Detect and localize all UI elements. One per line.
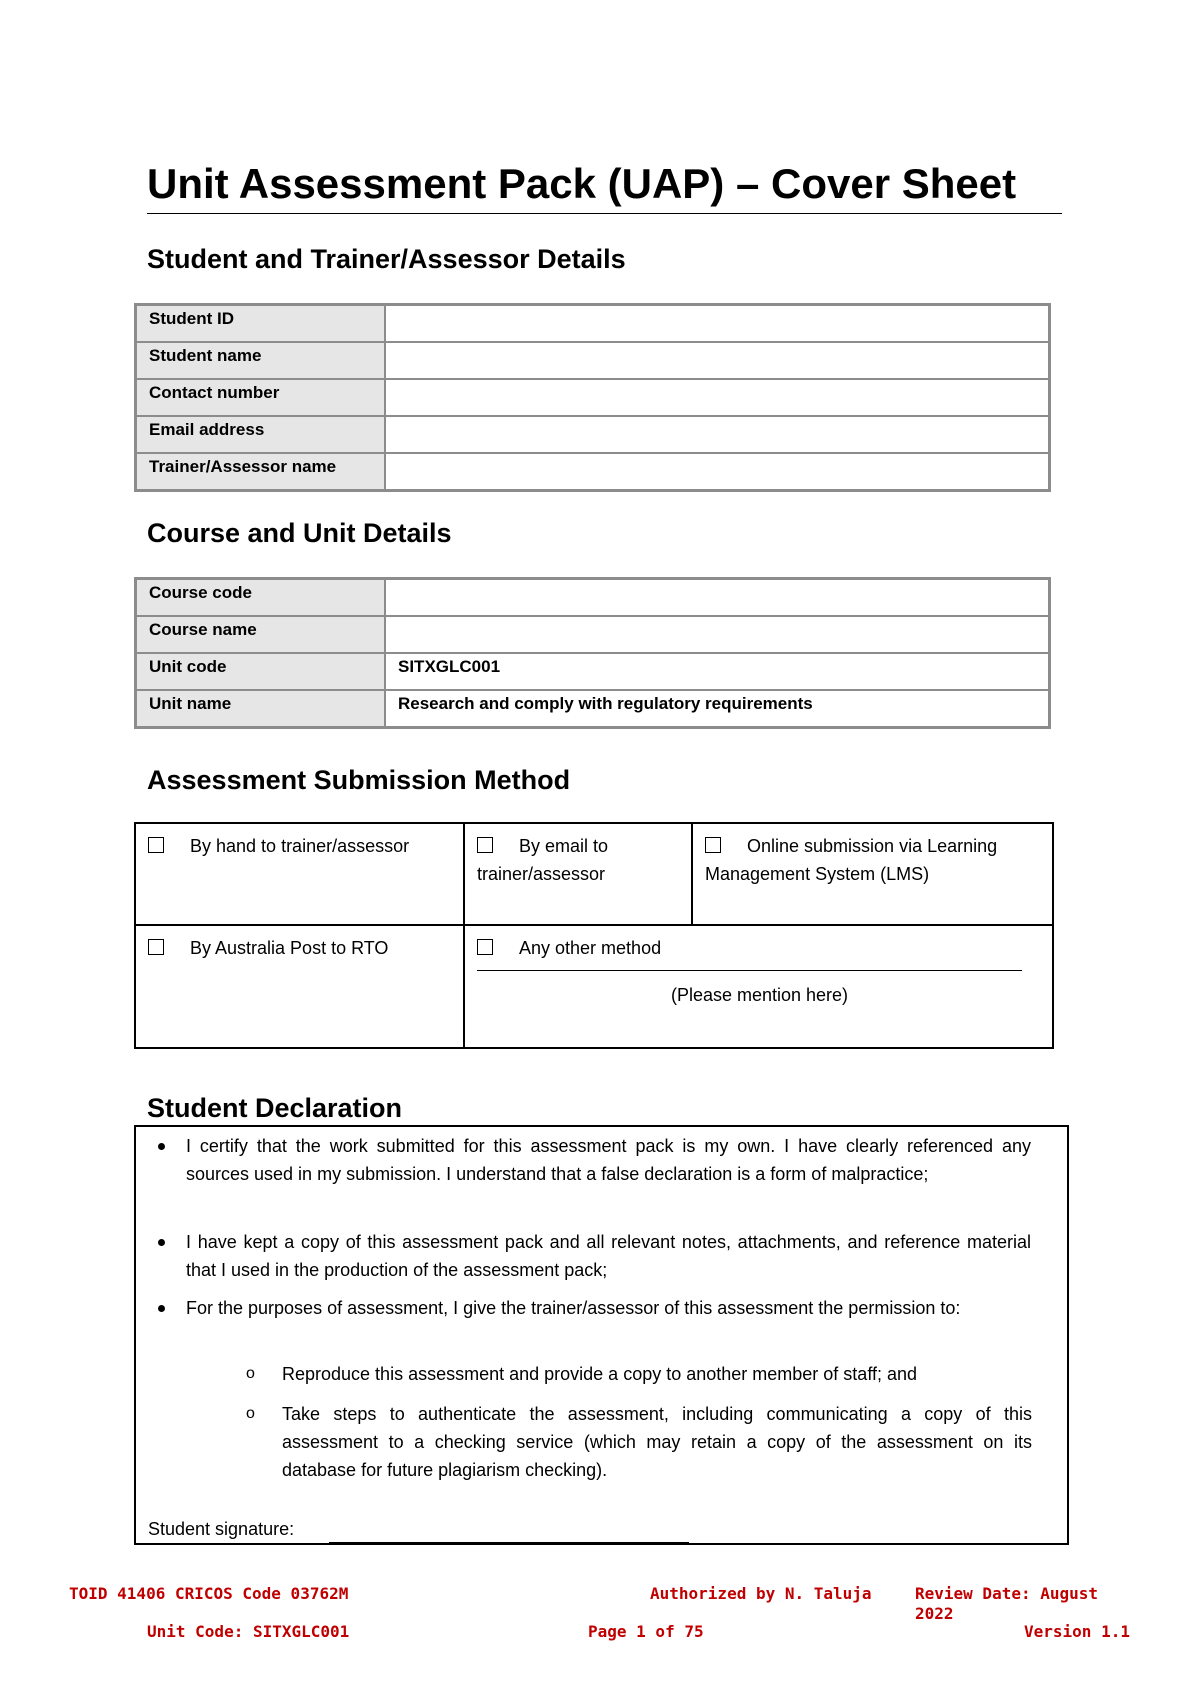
declaration-item-1: I certify that the work submitted for this assessment pack is my own. I have clearly referenced any sources used in my submission. I understand that a false declaration is a form of malpractice; [186, 1132, 1031, 1188]
method-by-hand-cell [135, 823, 464, 925]
signature-line[interactable] [329, 1542, 689, 1543]
section-heading-course-unit: Course and Unit Details [147, 518, 452, 548]
section-heading-declaration: Student Declaration [147, 1093, 403, 1123]
student-id-field[interactable] [385, 305, 1050, 343]
course-name-label: Course name [136, 616, 386, 653]
other-method-label: Any other method [519, 938, 662, 958]
online-checkbox[interactable] [705, 837, 721, 853]
course-code-label: Course code [136, 579, 386, 617]
trainer-name-label: Trainer/Assessor name [136, 453, 386, 491]
declaration-box [134, 1125, 1069, 1545]
other-method-hint: (Please mention here) [670, 985, 849, 1005]
unit-name-label: Unit name [136, 690, 386, 728]
table-row [136, 453, 1050, 491]
by-post-checkbox[interactable] [148, 939, 164, 955]
by-email-checkbox[interactable] [477, 837, 493, 853]
contact-number-field[interactable] [385, 379, 1050, 416]
declaration-item-3: For the purposes of assessment, I give the trainer/assessor of this assessment the permission to: [186, 1294, 1031, 1322]
by-hand-label: By hand to trainer/assessor [190, 836, 410, 856]
footer-review-date-line1: Review Date: August [915, 1584, 1099, 1603]
trainer-name-field[interactable] [385, 453, 1050, 491]
footer-review-date-line2: 2022 [915, 1604, 954, 1623]
table-row [136, 305, 1050, 343]
unit-name-value: Research and comply with regulatory requirements [385, 690, 1050, 728]
method-other-cell [464, 925, 1053, 1048]
student-id-label: Student ID [136, 305, 386, 343]
student-name-label: Student name [136, 342, 386, 379]
declaration-subitem-1 [246, 1360, 1032, 1388]
other-method-checkbox[interactable] [477, 939, 493, 955]
email-address-field[interactable] [385, 416, 1050, 453]
footer-authorized: Authorized by N. Taluja [650, 1584, 872, 1603]
method-by-post-cell [135, 925, 464, 1048]
method-online-cell [692, 823, 1053, 925]
title-underline [147, 213, 1062, 214]
online-label-line2: Management System (LMS) [705, 864, 930, 884]
sub-bullet-marker: o [246, 1405, 255, 1422]
contact-number-label: Contact number [136, 379, 386, 416]
section-heading-submission: Assessment Submission Method [147, 765, 571, 795]
footer-version: Version 1.1 [1024, 1622, 1130, 1641]
course-details-table [134, 577, 1051, 729]
by-email-label-line2: trainer/assessor [477, 864, 606, 884]
table-row [136, 416, 1050, 453]
section-heading-student-trainer: Student and Trainer/Assessor Details [147, 244, 626, 274]
unit-code-label: Unit code [136, 653, 386, 690]
declaration-subitem-1-text: Reproduce this assessment and provide a copy to another member of staff; and [282, 1364, 918, 1384]
table-row [136, 616, 1050, 653]
declaration-subitem-2 [246, 1400, 1032, 1484]
by-email-label-line1: By email to [519, 836, 609, 856]
other-method-input-line[interactable] [477, 970, 1022, 971]
footer-page-number: Page 1 of 75 [588, 1622, 704, 1641]
table-row [136, 342, 1050, 379]
by-hand-checkbox[interactable] [148, 837, 164, 853]
table-row [136, 690, 1050, 728]
signature-label: Student signature: [148, 1519, 295, 1539]
by-post-label: By Australia Post to RTO [190, 938, 389, 958]
unit-code-value: SITXGLC001 [385, 653, 1050, 690]
submission-method-table [134, 822, 1054, 1049]
student-details-table [134, 303, 1051, 492]
page-title: Unit Assessment Pack (UAP) – Cover Sheet [147, 160, 1017, 207]
footer-toid: TOID 41406 CRICOS Code 03762M [69, 1584, 349, 1603]
student-name-field[interactable] [385, 342, 1050, 379]
footer-unit-code: Unit Code: SITXGLC001 [147, 1622, 350, 1641]
declaration-item-2: I have kept a copy of this assessment pack and all relevant notes, attachments, and reference material that I used in the production of the assessment pack; [186, 1228, 1031, 1284]
declaration-subitem-2-text: Take steps to authenticate the assessment, including communicating a copy of this assessment to a checking service (which may retain a copy of the assessment on its database for future plagiarism checking). [282, 1404, 1032, 1480]
sub-bullet-marker: o [246, 1365, 255, 1382]
table-row [135, 823, 1053, 925]
online-label-line1: Online submission via Learning [747, 836, 998, 856]
table-row [136, 379, 1050, 416]
table-row [136, 579, 1050, 617]
table-row [135, 925, 1053, 1048]
course-name-field[interactable] [385, 616, 1050, 653]
method-by-email-cell [464, 823, 692, 925]
table-row [136, 653, 1050, 690]
course-code-field[interactable] [385, 579, 1050, 617]
email-address-label: Email address [136, 416, 386, 453]
